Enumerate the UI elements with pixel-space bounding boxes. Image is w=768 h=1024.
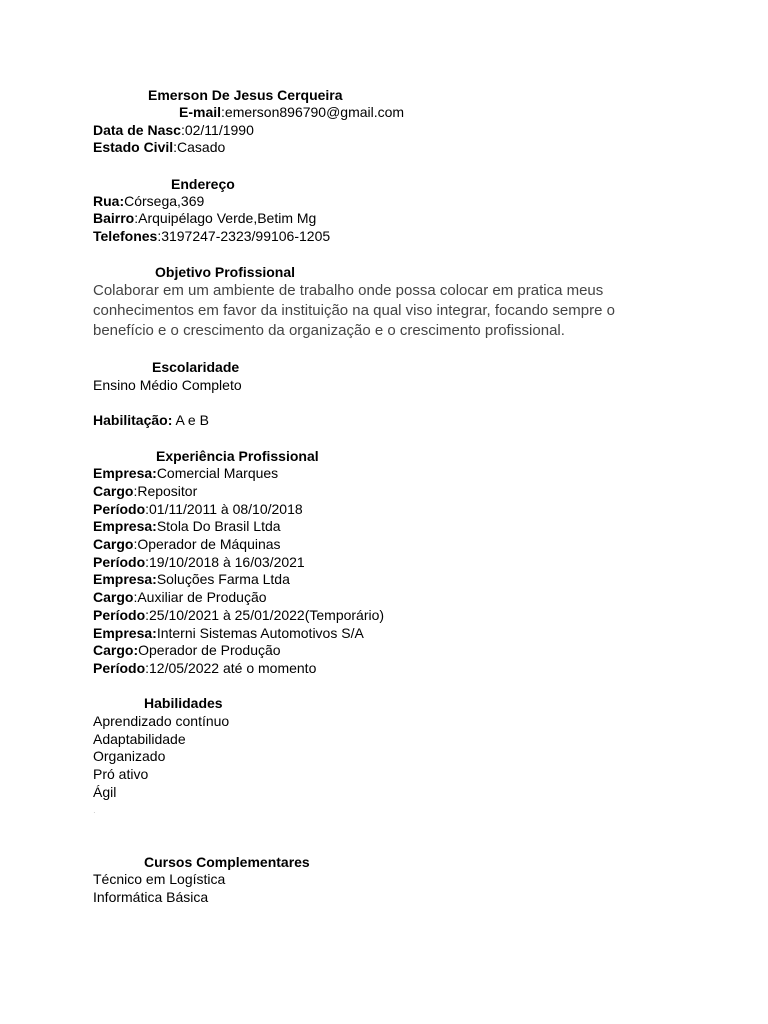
civil-status-value: :Casado — [173, 139, 226, 155]
license-value: A e B — [172, 412, 209, 428]
role-label: Cargo — [93, 536, 134, 552]
objective-text: Colaborar em um ambiente de trabalho onde possa colocar em pratica meus conhecimentos em favor da instituição na qual viso integrar, focando sempre o benefício e o crescimento da organização e o crescimento profissional. — [93, 282, 615, 339]
job-role-line — [93, 483, 197, 500]
job-company-line — [93, 625, 364, 642]
civil-status-line — [93, 139, 225, 156]
company-label: Empresa: — [93, 625, 157, 641]
role-value: :Auxiliar de Produção — [133, 589, 267, 605]
course-item: Informática Básica — [93, 889, 209, 905]
license-line — [93, 412, 209, 429]
company-value: Stola Do Brasil Ltda — [156, 518, 281, 534]
skill-item: Pró ativo — [93, 766, 149, 782]
company-value: Interni Sistemas Automotivos S/A — [156, 625, 364, 641]
period-label: Período — [93, 660, 146, 676]
street-label: Rua: — [93, 193, 125, 209]
skill-item: Organizado — [93, 748, 166, 764]
job-company-line — [93, 465, 278, 482]
email-line — [179, 104, 404, 121]
company-label: Empresa: — [93, 571, 157, 587]
company-label: Empresa: — [93, 465, 157, 481]
civil-status-label: Estado Civil — [93, 139, 174, 155]
district-label: Bairro — [93, 210, 135, 226]
company-value: Soluções Farma Ltda — [156, 571, 290, 587]
skills-heading: Habilidades — [144, 695, 223, 711]
job-company-line — [93, 571, 290, 588]
role-label: Cargo — [93, 483, 134, 499]
email-value: :emerson896790@gmail.com — [221, 104, 405, 120]
skill-item: Aprendizado contínuo — [93, 713, 230, 729]
phones-label: Telefones — [93, 228, 158, 244]
role-value: :Operador de Máquinas — [133, 536, 281, 552]
job-role-line — [93, 536, 281, 553]
course-item: Técnico em Logística — [93, 871, 226, 887]
role-value: Operador de Produção — [138, 642, 281, 658]
job-period-line — [93, 554, 305, 571]
street-value: Córsega,369 — [124, 193, 205, 209]
email-label: E-mail — [179, 104, 222, 120]
phones-value: :3197247-2323/99106-1205 — [157, 228, 331, 244]
district-line — [93, 210, 316, 227]
candidate-name: Emerson De Jesus Cerqueira — [148, 87, 343, 103]
role-value: :Repositor — [133, 483, 198, 499]
period-label: Período — [93, 607, 146, 623]
period-label: Período — [93, 554, 146, 570]
district-value: :Arquipélago Verde,Betim Mg — [134, 210, 317, 226]
period-value: :01/11/2011 à 08/10/2018 — [145, 501, 303, 517]
birth-value: :02/11/1990 — [180, 122, 254, 138]
job-period-line — [93, 501, 303, 518]
company-label: Empresa: — [93, 518, 157, 534]
skill-item: Adaptabilidade — [93, 731, 186, 747]
role-label: Cargo: — [93, 642, 139, 658]
birth-label: Data de Nasc — [93, 122, 181, 138]
address-heading: Endereço — [171, 176, 235, 192]
birth-line — [93, 122, 254, 139]
job-period-line — [93, 607, 384, 624]
education-value: Ensino Médio Completo — [93, 377, 242, 393]
job-company-line — [93, 518, 281, 535]
role-label: Cargo — [93, 589, 134, 605]
job-role-line — [93, 642, 281, 659]
objective-heading: Objetivo Profissional — [155, 264, 296, 280]
job-role-line — [93, 589, 267, 606]
license-label: Habilitação: — [93, 412, 173, 428]
experience-heading: Experiência Profissional — [156, 448, 319, 464]
period-label: Período — [93, 501, 146, 517]
period-value: :12/05/2022 até o momento — [145, 660, 317, 676]
education-heading: Escolaridade — [152, 359, 240, 375]
job-period-line — [93, 660, 316, 677]
period-value: :25/10/2021 à 25/01/2022(Temporário) — [145, 607, 385, 623]
skill-item: Ágil — [93, 784, 117, 800]
company-value: Comercial Marques — [156, 465, 279, 481]
period-value: :19/10/2018 à 16/03/2021 — [145, 554, 305, 570]
phones-line — [93, 228, 330, 245]
street-line — [93, 193, 204, 210]
stray-dot: · — [93, 808, 96, 817]
courses-heading: Cursos Complementares — [144, 854, 310, 870]
